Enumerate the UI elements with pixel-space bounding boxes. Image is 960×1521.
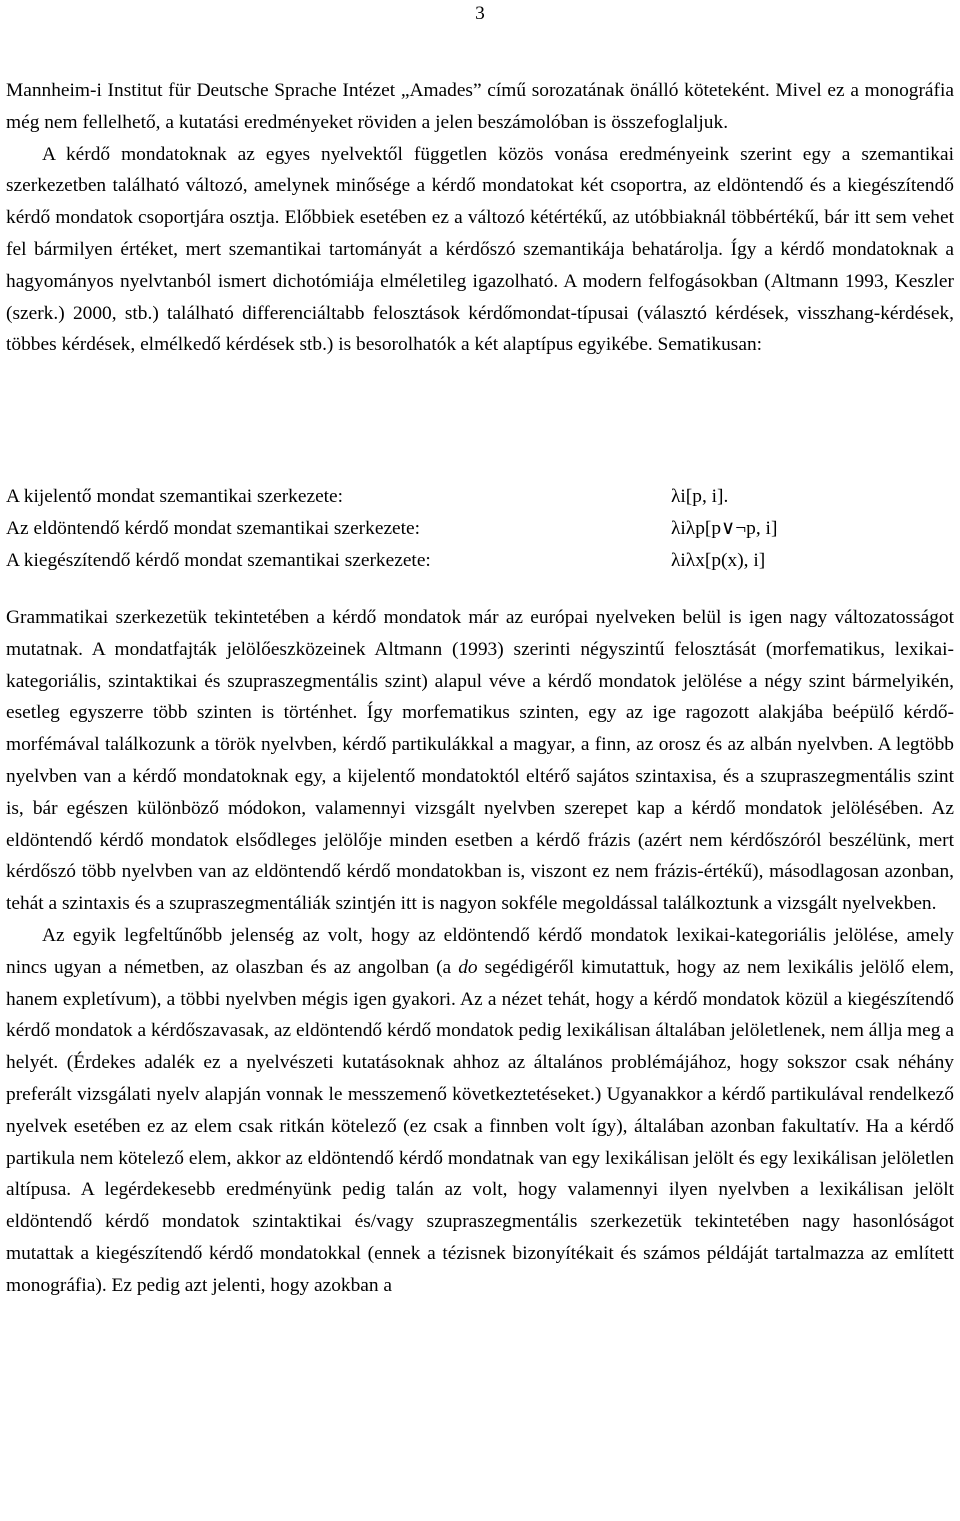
paragraph-text-part: segédigéről kimutattuk, hogy az nem lexikális jelölő elem, hanem expletívum), a többi nyelvben mégis igen gyakori. Az a nézet tehát, hogy a kérdő mondatok közül a kiegészítendő kérdő mondatok a kérdőszavasak, az eldöntendő kérdő mondatok pedig lexikálisan általában jelöletlenek, nem állja meg a helyét. (Érdekes adalék ez a nyelvészeti kutatásoknak ahhoz az általános problémájához, hogy sokszor csak néhány preferált vizsgálati nyelv alapján vonnak le messzemenő következtetéseket.) Ugyanakkor a kérdő partikulával rendelkező nyelvek esetében ez az elem csak ritkán kötelező (ez csak a finnben volt így), általában azonban fakultatív. Ha a kérdő partikula nem kötelező elem, akkor az eldöntendő kérdő mondatnak van egy lexikálisan jelölt és egy lexikálisan jelöletlen altípusa. A legérdekesebb eredményünk pedig talán az volt, hogy valamennyi ilyen nyelvben a lexikálisan jelölt eldöntendő kérdő mondatok szintaktikai és/vagy szupraszegmentális szerkezetük tekintetében nagy hasonlóságot mutattak a kiegészítendő kérdő mondatokkal (ennek a tézisnek bizonyítékait és számos példáját tartalmazza az említett monográfia). Ez pedig azt jelenti, hogy azokban a [6, 956, 954, 1296]
formula-table [6, 481, 954, 576]
italic-term: do [458, 956, 478, 978]
formula-expression: λiλx[p(x), i] [671, 549, 766, 571]
formula-label: Az eldöntendő kérdő mondat szemantikai szerkezete: [6, 517, 421, 539]
formula-expression: λi[p, i]. [671, 486, 729, 507]
body-section [6, 602, 954, 1302]
paragraph-continuation: Mannheim-i Institut für Deutsche Sprache Intézet „Amades” című sorozatának önálló köteteként. Mivel ez a monográfia még nem fellelhető, a kutatási eredményeket röviden a jelen beszámolóban is összefoglaljuk. [6, 80, 954, 133]
paragraph-grammar: Grammatikai szerkezetük tekintetében a kérdő mondatok már az európai nyelveken belül is igen nagy változatosságot mutatnak. A mondatfajták jelölőeszközeinek Altmann (1993) szerinti négyszintű felosztását (morfematikus, lexikai-kategoriális, szintaktikai és szupraszegmentális szint) alapul véve a kérdő mondatok jelölése a négy szint bármelyikén, esetleg egyszerre több szinten is történhet. Így morfematikus szinten, egy az ige ragozott alakjába beépülő kérdő-morfémával találkozunk a török nyelvben, kérdő partikulákkal a magyar, a finn, az orosz és az albán nyelvben. A legtöbb nyelvben van a kérdő mondatoknak egy, a kijelentő mondatoktól eltérő sajátos szintaxisa, és a szupraszegmentális szint is, bár egészen különböző módokon, valamennyi vizsgált nyelvben szerepet kap a kérdő mondatok jelölésében. Az eldöntendő kérdő mondatok elsődleges jelölője minden esetben a kérdő frázis (azért nem kérdőszóról beszélünk, mert kérdőszó több nyelvben van az eldöntendő kérdő mondatokban is, viszont ez nem frázis-értékű), másodlagosan azonban, tehát a szintaxis és a szupraszegmentáliák szintjén itt is nagyon sokféle megoldással találkoztunk a vizsgált nyelvekben. [6, 607, 954, 915]
formula-row [6, 513, 954, 545]
formula-row [6, 481, 954, 513]
formula-row [6, 545, 954, 577]
paragraph-semantic-structure: A kérdő mondatoknak az egyes nyelvektől független közös vonása eredményeink szerint egy a szemantikai szerkezetben található változó, amelynek minősége a kérdő mondatokat két csoportra, az eldöntendő és a kiegészítendő kérdő mondatok csoportjára osztja. Előbbiek esetében ez a változó kétértékű, az utóbbiaknál többértékű, bár itt sem vehet fel bármilyen értéket, mert szemantikai tartományát a kérdőszó szemantikája behatárolja. Így a kérdő mondatoknak a hagyományos nyelvtanból ismert dichotómiája elméletileg igazolható. A modern felfogásokban (Altmann 1993, Keszler (szerk.) 2000, stb.) található differenciáltabb felosztások kérdőmondat-típusai (választó kérdések, visszhang-kérdések, többes kérdések, elmélkedő kérdések stb.) is besorolhatók a két alaptípus egyikébe. Sematikusan: [6, 143, 954, 356]
page-number: 3 [475, 3, 485, 24]
formula-label: A kijelentő mondat szemantikai szerkezete: [6, 486, 344, 507]
paragraph-lexical-marking [6, 920, 954, 1302]
paragraph-text-part: Az egyik legfeltűnőbb jelenség az volt, hogy az eldöntendő kérdő mondatok lexikai-kategoriális jelölése, amely nincs ugyan a németben, az olaszban és az angolban (a [6, 924, 954, 978]
intro-section [6, 75, 954, 361]
formula-expression: λiλp[p∨¬p, i] [671, 517, 778, 539]
formula-label: A kiegészítendő kérdő mondat szemantikai szerkezete: [6, 549, 431, 571]
